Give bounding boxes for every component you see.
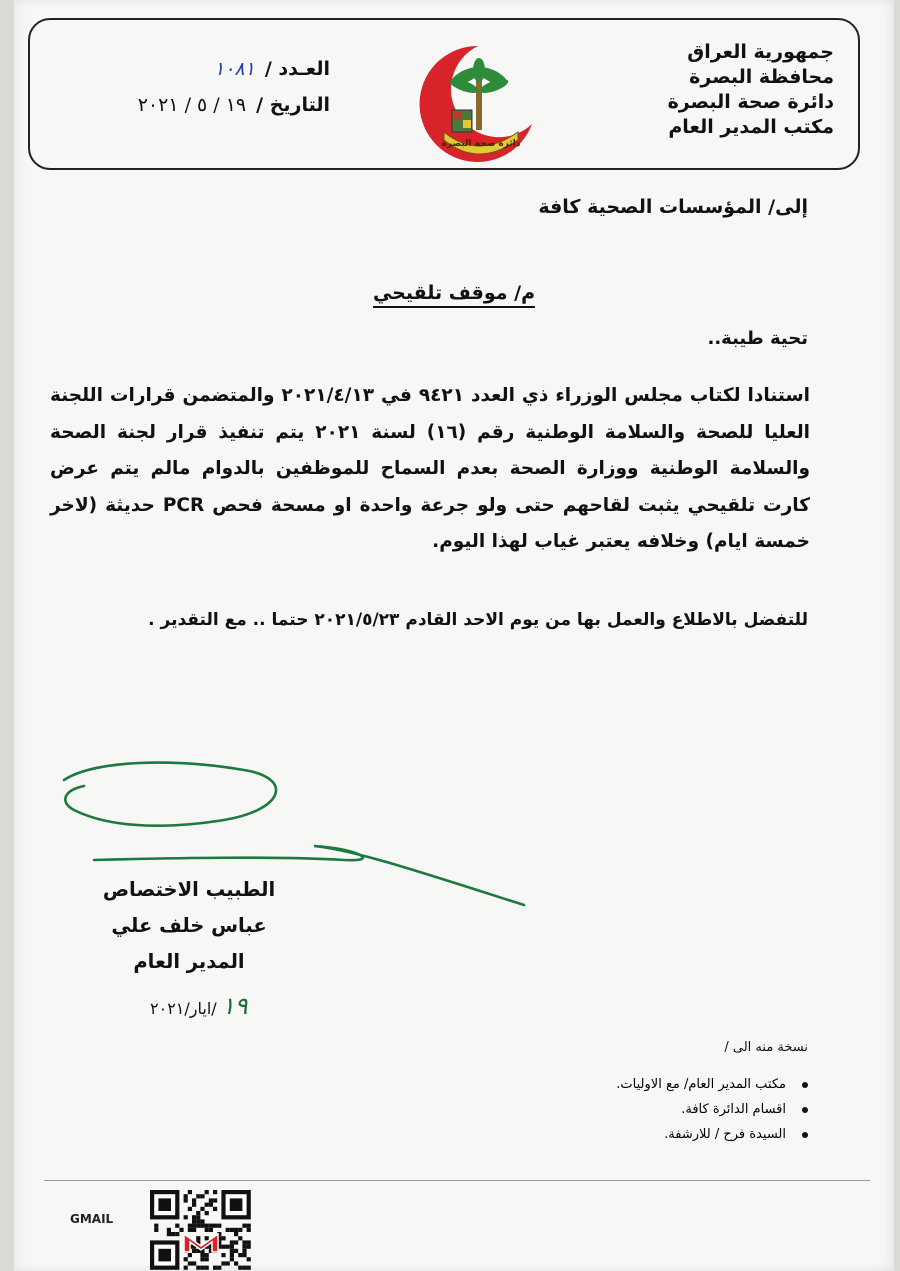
closing-line: للتفضل بالاطلاع والعمل بها من يوم الاحد القادم ٢٠٢١/٥/٢٣ حتما .. مع التقدير . (148, 610, 808, 630)
copy-item-text: مكتب المدير العام/ مع الاوليات. (616, 1077, 786, 1092)
letter-body: استنادا لكتاب مجلس الوزراء ذي العدد ٩٤٢١ في ٢٠٢١/٤/١٣ والمتضمن قرارات اللجنة العليا للصحة والسلامة الوطنية رقم (١٦) لسنة ٢٠٢١ يتم تنفيذ قرار لجنة الصحة والسلامة الوطنية ووزارة الصحة بعدم السماح للموظفين بالدوام مالم يتم عرض كارت تلقيحي يثبت لقاحهم حتى ولو جرعة واحدة او مسحة فحص PCR حديثة (لاخر خمسة ايام) وخلافه يعتبر غياب لهذا اليوم. (50, 385, 810, 552)
reference-number (70, 58, 330, 94)
subject-text: م/ موقف تلقيحي (373, 282, 535, 308)
number-label: العـدد / (264, 58, 330, 80)
subject-line (14, 282, 894, 304)
copy-item (616, 1122, 808, 1147)
signatory-title: الطبيب الاختصاص (102, 878, 276, 901)
date-value: ١٩ / ٥ / ٢٠٢١ (137, 94, 247, 116)
organization-block (668, 40, 834, 140)
org-line-department: دائرة صحة البصرة (667, 91, 834, 113)
signatory-position: المدير العام (133, 950, 245, 973)
signatory-block (84, 872, 294, 980)
copy-item (616, 1097, 808, 1122)
reference-date (70, 94, 330, 130)
logo-caption: دائرة صحة البصرة (441, 139, 521, 149)
date-label: التاريخ / (256, 94, 330, 116)
copies-title: نسخة منه الى / (724, 1040, 808, 1055)
health-department-logo (414, 40, 542, 164)
footer-divider (44, 1180, 870, 1181)
signature-date-rest: /ايار/٢٠٢١ (150, 999, 217, 1018)
org-line-province: محافظة البصرة (689, 66, 834, 88)
copy-item-text: السيدة فرح / للارشفة. (664, 1127, 786, 1142)
copy-item-text: اقسام الدائرة كافة. (681, 1102, 786, 1117)
gmail-label: GMAIL (70, 1212, 114, 1226)
bullet-icon (802, 1132, 808, 1138)
reference-block (70, 58, 330, 130)
recipient-line: إلى/ المؤسسات الصحية كافة (538, 196, 808, 218)
qr-code-icon (150, 1190, 252, 1271)
bullet-icon (802, 1107, 808, 1113)
letterhead (28, 18, 860, 170)
greeting: تحية طيبة.. (707, 328, 808, 349)
signature-date-day: ١٩ (221, 992, 248, 1020)
letter-page (14, 0, 894, 1271)
signatory-name: عباس خلف علي (111, 914, 267, 937)
org-line-office: مكتب المدير العام (668, 116, 834, 138)
org-line-country: جمهورية العراق (687, 41, 834, 63)
bullet-icon (802, 1082, 808, 1088)
copies-list (616, 1072, 808, 1147)
signature-date (150, 992, 248, 1020)
copy-item (616, 1072, 808, 1097)
number-value: ١٠٨١ (214, 58, 255, 80)
